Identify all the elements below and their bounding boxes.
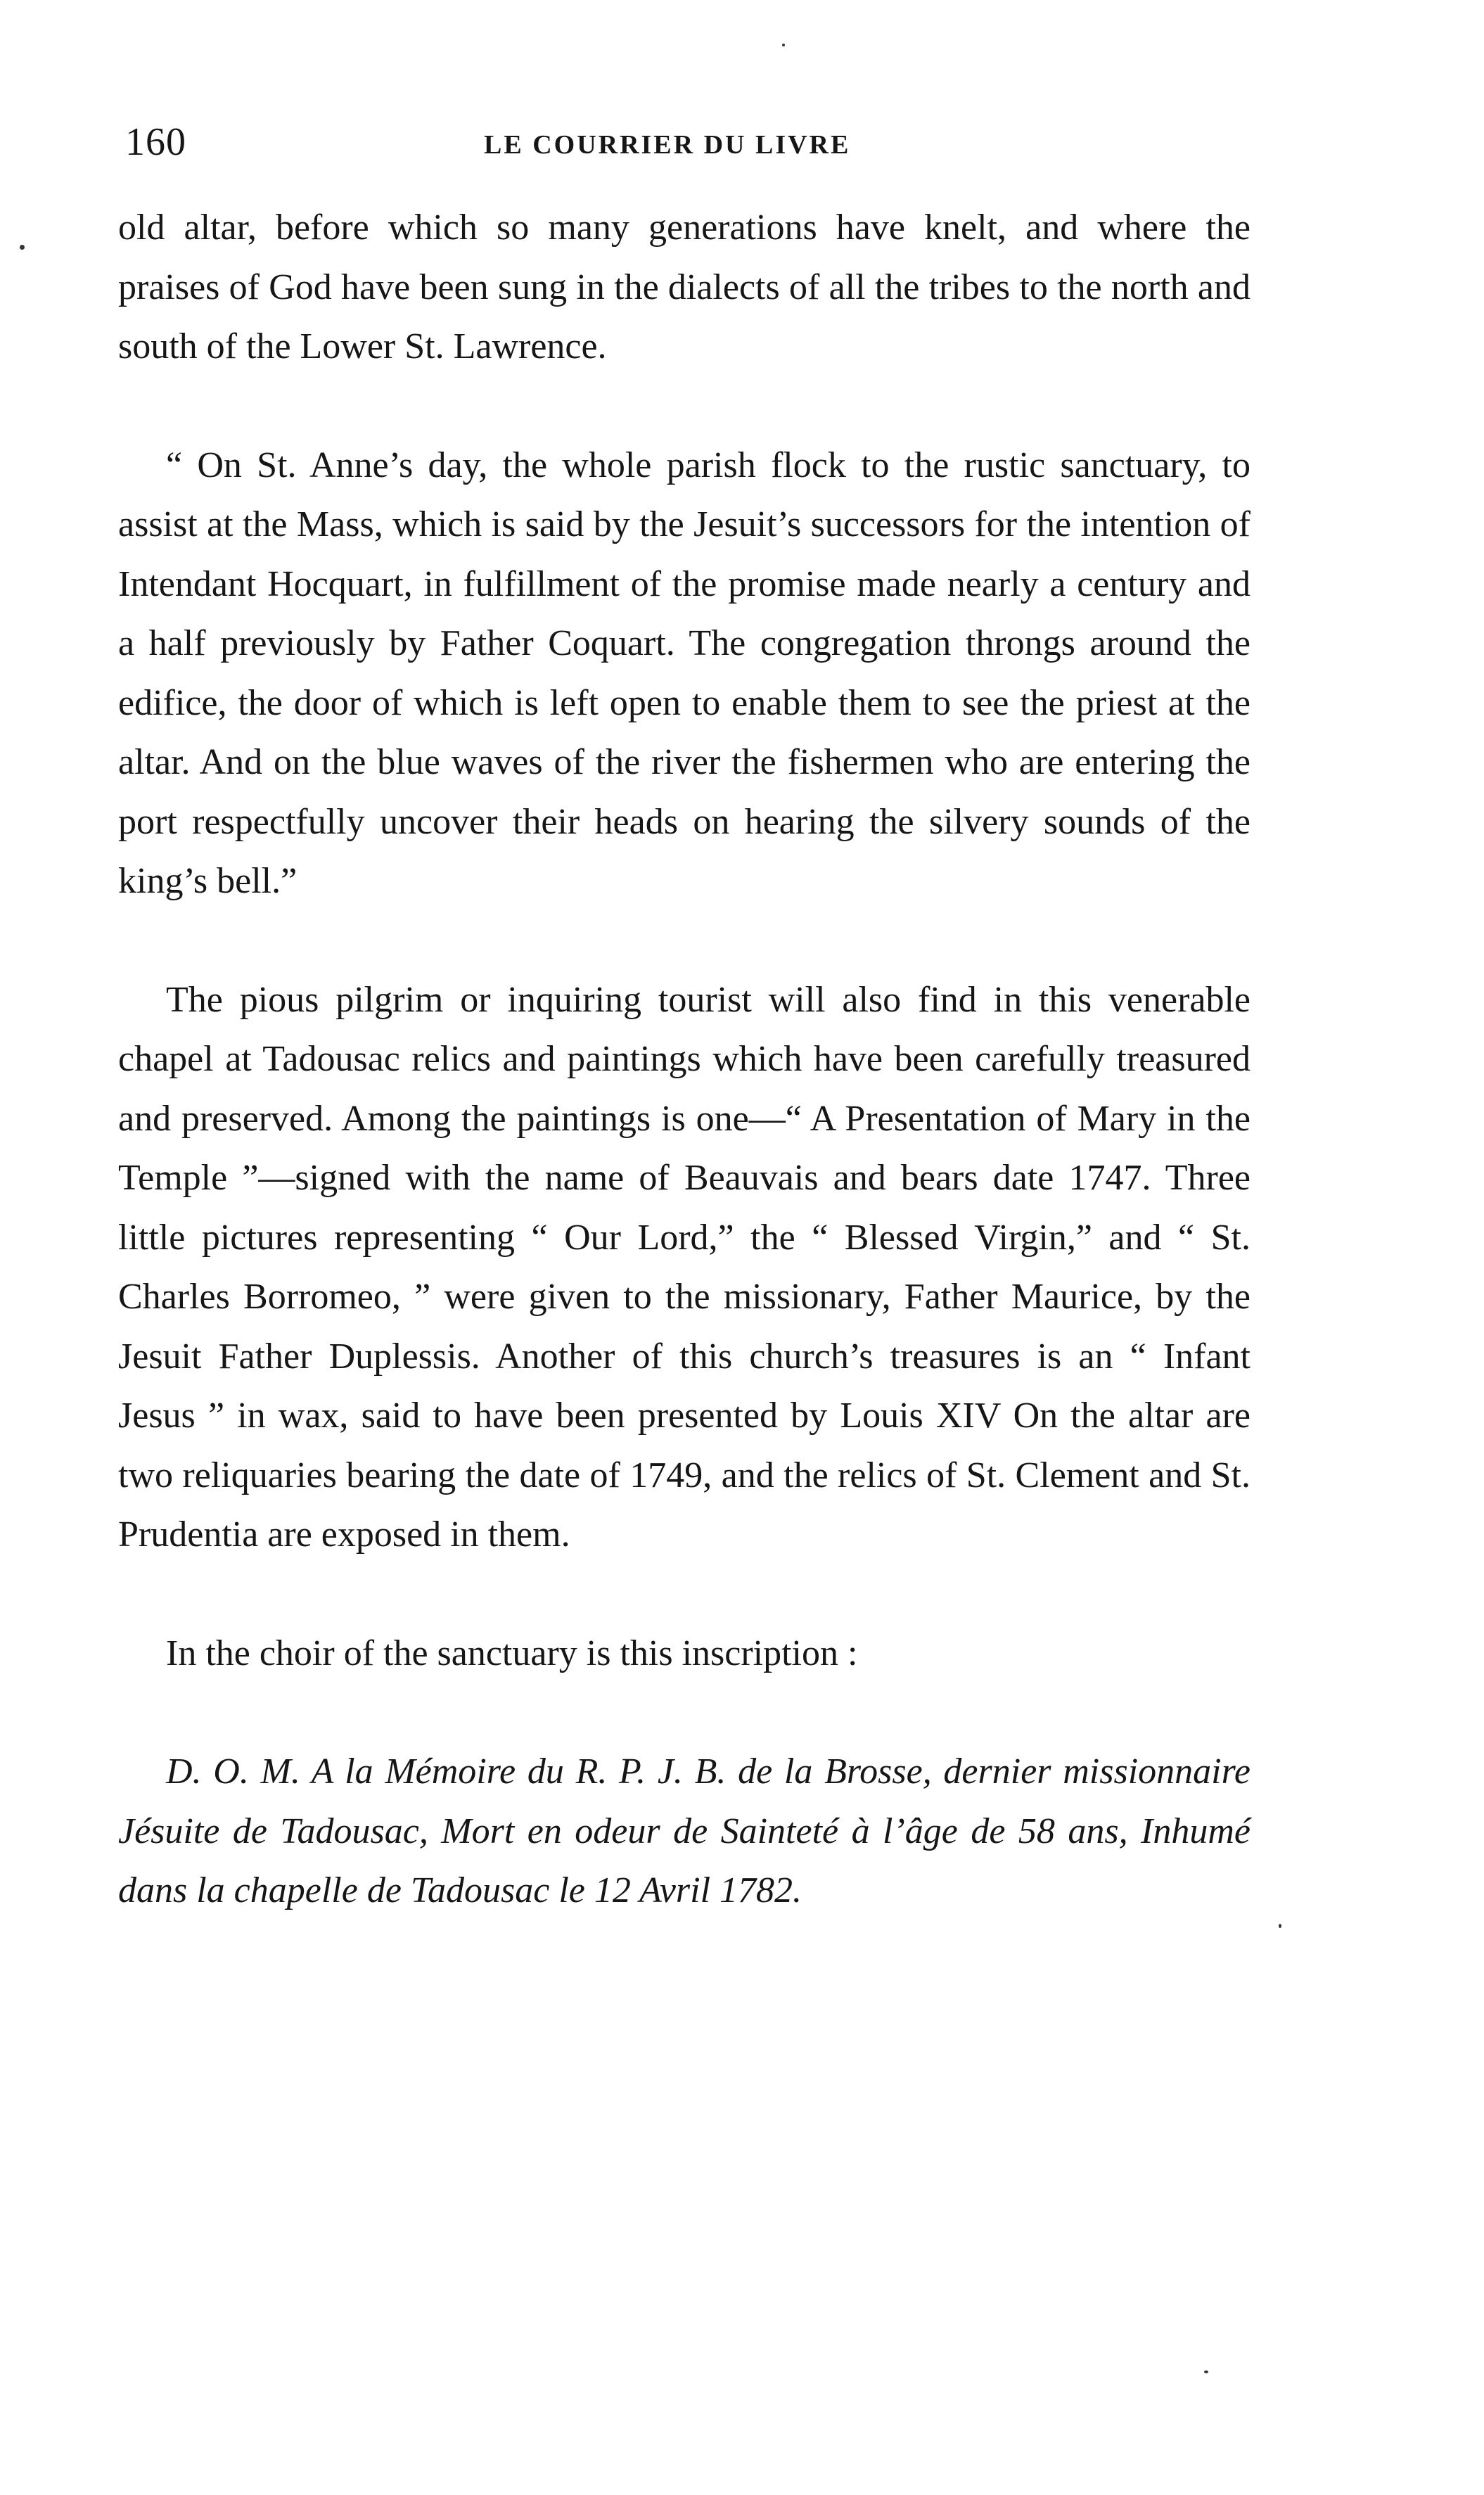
running-head xyxy=(125,120,1252,169)
paragraph-altar-continuation: old altar, before which so many generations have knelt, and where the praises of God have been sung in the dialects of all the tribes to the north and south of the Lower St. Lawrence. xyxy=(118,208,1250,366)
print-speck xyxy=(782,44,785,46)
page-number: 160 xyxy=(125,120,186,164)
paragraph-gap xyxy=(118,377,1250,436)
inscription-text: D. O. M. A la Mémoire du R. P. J. B. de la Brosse, dernier missionnaire Jésuite de Tadousac, Mort en odeur de Sainteté à l’âge de 58 ans, Inhumé dans la chapelle de Tadousac le 12 Avril 1782. xyxy=(118,1751,1250,1910)
print-speck xyxy=(1204,2370,1208,2373)
paragraph-inscription-intro: In the choir of the sanctuary is this inscription : xyxy=(166,1633,858,1673)
paragraph-st-anne-quote: “ On St. Anne’s day, the whole parish flock to the rustic sanctuary, to assist at the Mass, which is said by the Jesuit’s successors for the intention of Intendant Hocquart, in fulfillment of the promise made nearly a century and a half previously by Father Coquart. The congregation throngs around the edifice, the door of which is left open to enable them to see the priest at the altar. And on the blue waves of the river the fishermen who are entering the port respectfully uncover their heads on hearing the silvery sounds of the king’s bell.” xyxy=(118,445,1250,901)
paragraph-gap xyxy=(118,1565,1250,1624)
paragraph-relics-paintings: The pious pilgrim or inquiring tourist will also find in this venerable chapel at Tadousac relics and paintings which have been carefully treasured and preserved. Among the paintings is one—“ A Presentation of Mary in the Temple ”—signed with the name of Beauvais and bears date 1747. Three little pictures representing “ Our Lord,” the “ Blessed Virgin,” and “ St. Charles Borromeo, ” were given to the missionary, Father Maurice, by the Jesuit Father Duplessis. Another of this church’s treasures is an “ Infant Jesus ” in wax, said to have been presented by Louis XIV On the altar are two reliquaries bearing the date of 1749, and the relics of St. Clement and St. Prudentia are exposed in them. xyxy=(118,979,1250,1555)
paragraph-gap xyxy=(118,1683,1250,1742)
paragraph-gap xyxy=(118,912,1250,971)
print-speck xyxy=(1279,1924,1281,1928)
body-text xyxy=(118,198,1250,1921)
running-title: LE COURRIER DU LIVRE xyxy=(484,130,851,160)
print-speck xyxy=(20,245,25,250)
